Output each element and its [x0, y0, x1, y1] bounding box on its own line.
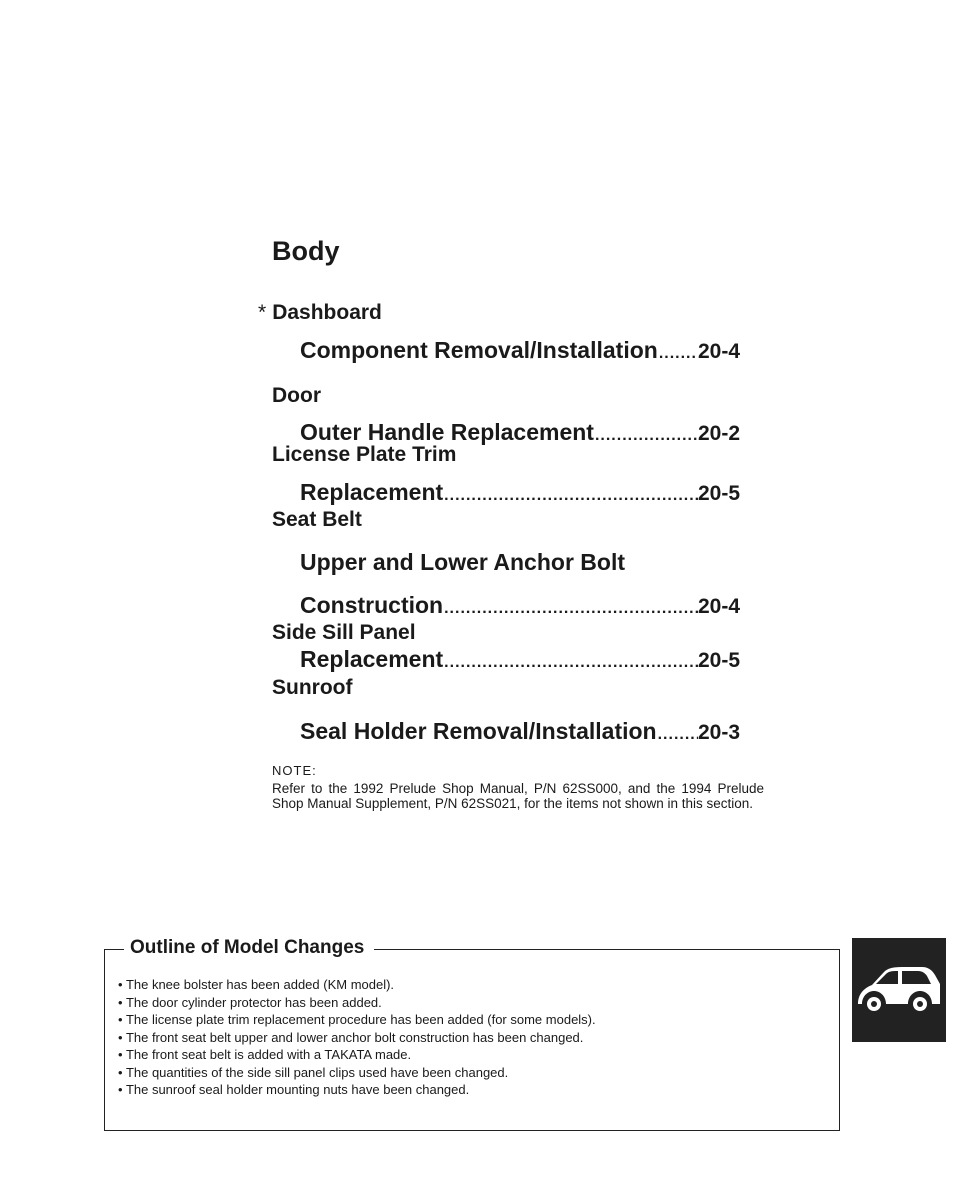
leader-dots — [658, 345, 698, 363]
toc-entry-anchor-bolt-line1[interactable]: Upper and Lower Anchor Bolt — [300, 549, 625, 575]
toc-entry-outer-handle[interactable] — [300, 419, 740, 446]
section-license-plate-trim: License Plate Trim — [272, 443, 457, 466]
asterisk-marker: * — [258, 301, 267, 324]
section-sunroof: Sunroof — [272, 676, 353, 699]
note-label: NOTE: — [272, 763, 317, 778]
entry-page: 20-5 — [697, 649, 740, 672]
leader-dots — [594, 427, 698, 445]
entry-label: Replacement — [300, 646, 444, 672]
box-border-left — [104, 949, 124, 950]
leader-dots — [443, 600, 698, 618]
section-side-sill-panel: Side Sill Panel — [272, 621, 416, 644]
list-item: • The front seat belt upper and lower anchor bolt construction has been changed. — [118, 1029, 833, 1047]
note-text: Refer to the 1992 Prelude Shop Manual, P/N 62SS000, and the 1994 Prelude Shop Manual Supplement, P/N 62SS021, for the items not shown in this section. — [272, 781, 764, 811]
outline-list — [118, 976, 833, 1099]
entry-label: Component Removal/Installation — [300, 337, 658, 363]
page-title: Body — [272, 236, 340, 266]
list-item: • The quantities of the side sill panel clips used have been changed. — [118, 1064, 833, 1082]
toc-entry-license-replacement[interactable] — [300, 479, 740, 506]
entry-page: 20-3 — [697, 721, 740, 744]
car-body-icon — [852, 938, 946, 1042]
toc-entry-seal-holder[interactable] — [300, 718, 740, 745]
entry-page: 20-4 — [697, 340, 740, 363]
section-door: Door — [272, 384, 321, 407]
entry-label: Replacement — [300, 479, 444, 505]
leader-dots — [657, 726, 698, 744]
section-title: Dashboard — [272, 301, 382, 324]
entry-label: Construction — [300, 592, 444, 618]
list-item: • The license plate trim replacement procedure has been added (for some models). — [118, 1011, 833, 1029]
list-item: • The front seat belt is added with a TAKATA made. — [118, 1046, 833, 1064]
outline-title: Outline of Model Changes — [130, 937, 368, 959]
toc-entry-construction[interactable] — [300, 592, 740, 619]
section-seat-belt: Seat Belt — [272, 508, 362, 531]
entry-label: Seal Holder Removal/Installation — [300, 718, 657, 744]
box-border-right — [374, 949, 839, 950]
section-tab[interactable] — [852, 938, 946, 1042]
entry-page: 20-2 — [697, 422, 740, 445]
leader-dots — [443, 487, 698, 505]
entry-label: Outer Handle Replacement — [300, 419, 594, 445]
list-item: • The knee bolster has been added (KM model). — [118, 976, 833, 994]
toc-entry-sill-replacement[interactable] — [300, 646, 740, 673]
entry-page: 20-4 — [697, 595, 740, 618]
list-item: • The door cylinder protector has been added. — [118, 994, 833, 1012]
section-dashboard — [258, 301, 382, 325]
entry-page: 20-5 — [697, 482, 740, 505]
toc-entry-component-removal[interactable] — [300, 337, 740, 364]
leader-dots — [443, 654, 698, 672]
list-item: • The sunroof seal holder mounting nuts have been changed. — [118, 1081, 833, 1099]
